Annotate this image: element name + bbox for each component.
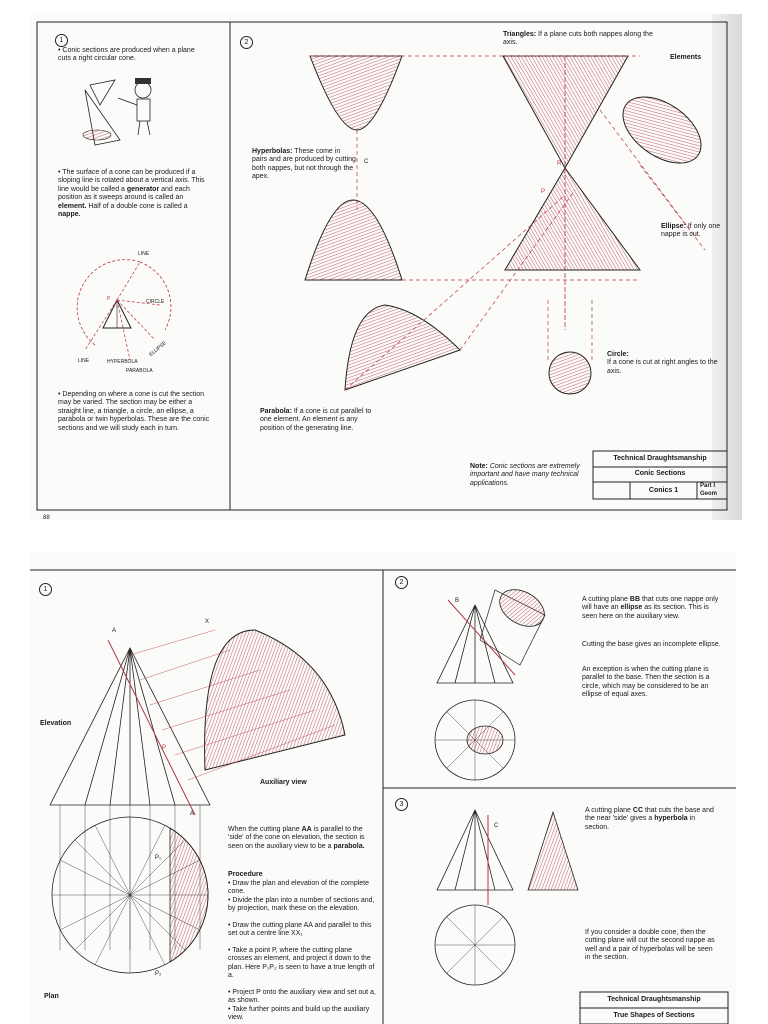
surface-text: • The surface of a cone can be produced if a sloping line is rotated about a vertical axis. This line would be called a generator and each position as it sweeps around is called an element. Half of a double cone is called a nappe. bbox=[58, 169, 205, 219]
label-c: C bbox=[494, 823, 499, 829]
elements-label: Elements bbox=[670, 54, 702, 61]
note-text: Note: Conic sections are extremely important and have many technical applications. bbox=[470, 463, 580, 487]
auxiliary-view-label: Auxiliary view bbox=[260, 779, 307, 786]
top-step-2-badge: 2 bbox=[240, 36, 253, 49]
top-title-block-part: Part I bbox=[700, 483, 716, 489]
triangle-label-circle: CIRCLE bbox=[146, 299, 165, 305]
procedure-item: • Draw the plan and elevation of the complete cone. bbox=[228, 880, 369, 896]
label-a-top: A bbox=[112, 628, 117, 634]
procedure-item: • Draw the cutting plane AA and parallel to this set out a centre line XX₁ bbox=[228, 922, 372, 938]
label-b: B bbox=[455, 598, 460, 604]
hyperbola-cone-elevation bbox=[437, 810, 513, 890]
plan-label: Plan bbox=[44, 993, 59, 1000]
procedure-item: • Project P onto the auxiliary view and set out a, as shown. bbox=[228, 989, 376, 1005]
label-p1: P₁ bbox=[155, 855, 162, 861]
top-title-block-row3: Conics 1 bbox=[648, 487, 679, 494]
parabola-text: Parabola: If a cone is cut parallel to one element. An element is any position of the generating line. bbox=[260, 408, 372, 432]
exception-text: An exception is when the cutting plane is parallel to the base. Then the section is a circle, which may be considered to be an ellipse of equal axes. bbox=[582, 666, 710, 699]
hyperbolas-text: Hyperbolas: These come in pairs and are produced by cutting both nappes, but not through the apex. bbox=[252, 148, 356, 181]
label-r: R bbox=[557, 161, 562, 167]
triangle-label-ellipse: ELLIPSE bbox=[148, 340, 168, 358]
triangle-label-p: P bbox=[107, 296, 111, 302]
ellipse-plan-spokes bbox=[435, 700, 515, 780]
label-a-bottom: A bbox=[190, 811, 195, 817]
procedure-title: Procedure bbox=[228, 871, 263, 878]
ellipse-aux-section bbox=[493, 582, 551, 634]
bottom-title-block-row1: Technical Draughtsmanship bbox=[607, 996, 701, 1003]
circle-text: Circle: If a cone is cut at right angles to the axis. bbox=[607, 351, 718, 375]
procedure-item: • Divide the plan into a number of sections and, by projection, mark these on the elevation. bbox=[228, 897, 375, 913]
triangle-label-hyperbola: HYPERBOLA bbox=[107, 359, 138, 365]
triangle-label-line-top: LINE bbox=[138, 251, 150, 257]
intro-text: • Conic sections are produced when a plane cuts a right circular cone. bbox=[58, 47, 195, 63]
top-step-1-badge: 1 bbox=[55, 34, 68, 47]
bb-text: A cutting plane BB that cuts one nappe only will have an ellipse as its section. This is seen here on the auxiliary view. bbox=[582, 596, 719, 620]
cc-text: A cutting plane CC that cuts the base and the near 'side' gives a hyperbola in section. bbox=[585, 807, 714, 831]
main-plan-circle bbox=[52, 817, 208, 973]
procedure-item: • Take further points and build up the auxiliary view. bbox=[228, 1006, 370, 1022]
label-p: P bbox=[541, 189, 546, 195]
label-x: X bbox=[205, 619, 210, 625]
hyperbola-aux-section bbox=[528, 812, 578, 890]
bottom-title-block-row2: True Shapes of Sections bbox=[613, 1012, 695, 1019]
triangle-label-line-left: LINE bbox=[78, 358, 90, 364]
triangles-text: Triangles: If a plane cuts both nappes along the axis. bbox=[503, 31, 653, 47]
ellipse-cone-elevation bbox=[437, 605, 513, 683]
hyperbola-plan-spokes bbox=[435, 905, 515, 985]
auxiliary-parabola bbox=[205, 630, 345, 770]
page-number: 88 bbox=[43, 515, 50, 521]
top-title-block-row2: Conic Sections bbox=[634, 470, 686, 477]
ellipse-text: Ellipse: If only one nappe is cut. bbox=[661, 223, 721, 239]
elevation-label: Elevation bbox=[40, 720, 72, 727]
double-cone-text: If you consider a double cone, then the cutting plane will cut the second nappe as well and a pair of hyperbolas will be seen in the section. bbox=[585, 929, 715, 962]
procedure-item: • Take a point P, where the cutting plane crosses an element, and project it down to the plan. Here P₁P₂ is seen to have a true length of a. bbox=[228, 947, 375, 980]
base-text: Cutting the base gives an incomplete ellipse. bbox=[582, 641, 721, 648]
bottom-step-2-badge: 2 bbox=[395, 576, 408, 589]
bottom-step-1-badge: 1 bbox=[39, 583, 52, 596]
top-title-block-row1: Technical Draughtsmanship bbox=[613, 455, 707, 462]
main-description-text: When the cutting plane AA is parallel to the 'side' of the cone on elevation, the section is seen on the auxiliary view to be a parabola. bbox=[228, 826, 365, 850]
label-p2: P₂ bbox=[155, 971, 162, 977]
top-title-block-geom: Geom bbox=[700, 491, 718, 497]
main-cone-elevation bbox=[50, 648, 210, 805]
label-p-main: P bbox=[162, 745, 167, 751]
triangle-label-parabola: PARABOLA bbox=[126, 368, 153, 374]
label-c: C bbox=[364, 159, 369, 165]
depending-text: • Depending on where a cone is cut the section may be varied. The section may be either a straight line, a triangle, a circle, an ellipse, a parabola or twin hyperbolas. These are the conic sections and we will study each in turn. bbox=[58, 391, 210, 432]
bottom-step-3-badge: 3 bbox=[395, 798, 408, 811]
